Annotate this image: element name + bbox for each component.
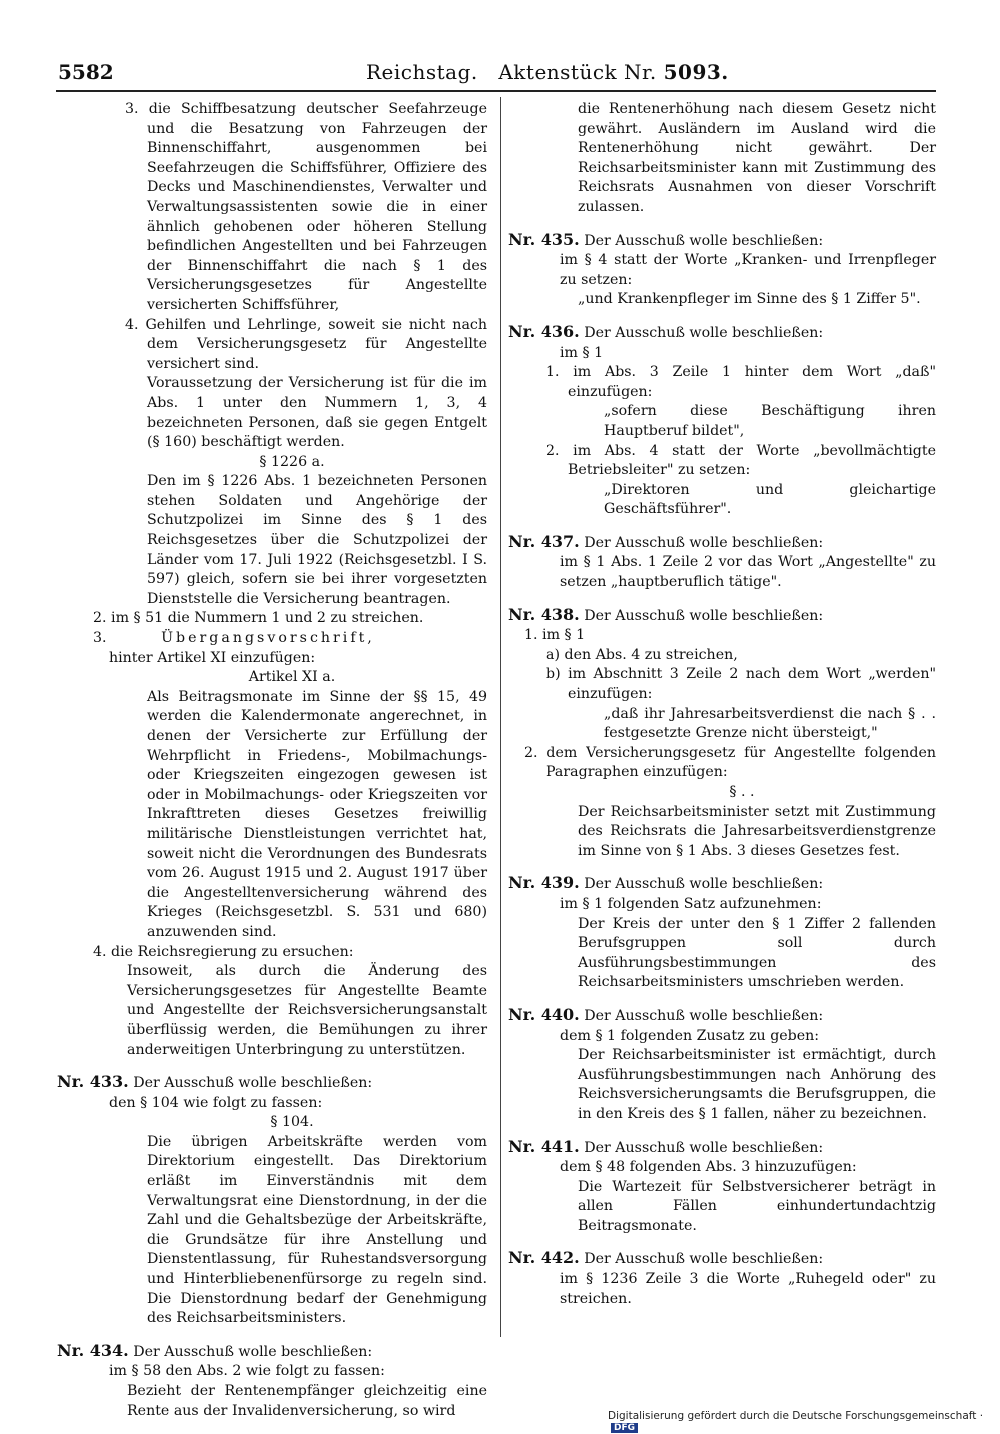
entry-lead: Der Ausschuß wolle beschließen: [133, 1343, 373, 1360]
entry-number: Nr. 435. [508, 229, 580, 249]
entry-441-line: dem § 48 folgenden Abs. 3 hinzuzufügen: [560, 1159, 857, 1176]
entry-number: Nr. 441. [508, 1136, 580, 1156]
entry-441 [508, 1137, 936, 1159]
running-title [366, 60, 729, 84]
entry-442-line: im § 1236 Zeile 3 die Worte „Ruhegeld oder" zu streichen. [560, 1271, 936, 1307]
running-title-prefix: Reichstag. [366, 60, 478, 84]
entry-440-line: dem § 1 folgenden Zusatz zu geben: [560, 1027, 820, 1044]
entry-434 [57, 1341, 487, 1363]
entry-lead: Der Ausschuß wolle beschließen: [584, 534, 824, 551]
entry-number: Nr. 433. [57, 1072, 129, 1092]
list-item-3b-number: 3. [93, 630, 107, 647]
entry-436-line: im § 1 [560, 344, 604, 361]
entry-438-text: Der Reichsarbeitsminister setzt mit Zustimmung des Reichsrats die Jahresarbeitsverdienstgrenze im Sinne von § 1 Abs. 3 dieses Gesetzes fest. [578, 803, 936, 859]
entry-number: Nr. 434. [57, 1340, 129, 1360]
continued-text: die Rentenerhöhung nach diesem Gesetz nicht gewährt. Ausländern im Ausland wird die Rentenerhöhung nicht gewährt. Der Reichsarbeitsminister kann mit Zustimmung des Reichsrats Ausnahmen von dieser Vorschrift zulassen. [578, 101, 936, 215]
entry-number: Nr. 437. [508, 531, 580, 551]
paragraph-voraussetzung: Voraussetzung der Versicherung ist für die im Abs. 1 unter den Nummern 1, 3, 4 bezeichneten Personen, daß sie gegen Entgelt (§ 160) beschäftigt werden. [147, 375, 487, 451]
section-heading-1226a: § 1226 a. [259, 453, 325, 470]
credit-text: Digitalisierung gefördert durch die Deutsche Forschungsgemeinschaft · [608, 1410, 984, 1422]
right-column [508, 100, 936, 1309]
entry-436 [508, 322, 936, 344]
entry-442 [508, 1248, 936, 1270]
entry-434-line: im § 58 den Abs. 2 wie folgt zu fassen: [109, 1363, 385, 1380]
entry-number: Nr. 438. [508, 604, 580, 624]
transition-heading: Übergangsvorschrift, [161, 630, 375, 647]
list-item-3: 3. die Schiffbesatzung deutscher Seefahrzeuge und die Besatzung von Fahrzeugen der Binnenschiffahrt, ausgenommen bei Seefahrzeugen die Schiffsführer, Offiziere des Decks und Maschinendienstes, Verwalter und Verwaltungsassistenten sowie die in einer ähnlich gehobenen oder höheren Stellung befindlichen Angestellten und bei Fahrzeugen der Binnenschiffahrt die nach § 1 des Versicherungsgesetzes für Angestellte versicherten Schiffsführer, [125, 101, 487, 313]
page-header [56, 58, 936, 88]
entry-number: Nr. 439. [508, 873, 580, 893]
entry-433 [57, 1072, 487, 1094]
list-item-4: 4. Gehilfen und Lehrlinge, soweit sie nicht nach dem Versicherungsgesetz für Angestellte versichert sind. [125, 316, 487, 372]
header-rule [56, 90, 936, 92]
digitization-credit [608, 1410, 1000, 1434]
entry-lead: Der Ausschuß wolle beschließen: [584, 324, 824, 341]
paragraph-1226a: Den im § 1226 Abs. 1 bezeichneten Personen stehen Soldaten und Angehörige der Schutzpolizei im Sinne des § 1 des Reichsgesetzes über die Schutzpolizei der Länder vom 17. Juli 1922 (Reichsgesetzbl. I S. 597) gleich, sofern sie bei ihrer vorgesetzten Dienststelle die Versicherung beantragen. [147, 473, 487, 607]
entry-440 [508, 1005, 936, 1027]
article-heading: Artikel XI a. [248, 669, 336, 686]
entry-438-item-a: a) den Abs. 4 zu streichen, [546, 646, 738, 663]
list-item-2: 2. im § 51 die Nummern 1 und 2 zu streichen. [93, 610, 424, 627]
entry-lead: Der Ausschuß wolle beschließen: [584, 876, 824, 893]
entry-436-quote-1: „sofern diese Beschäftigung ihren Hauptberuf bildet", [604, 403, 936, 439]
section-heading-new: § . . [729, 784, 755, 800]
entry-438-quote: „daß ihr Jahresarbeitsverdienst die nach § . . festgesetzte Grenze nicht übersteigt," [604, 705, 936, 742]
entry-number: Nr. 440. [508, 1004, 580, 1024]
entry-lead: Der Ausschuß wolle beschließen: [584, 1139, 824, 1156]
entry-lead: Der Ausschuß wolle beschließen: [584, 1007, 824, 1024]
entry-lead: Der Ausschuß wolle beschließen: [584, 1251, 824, 1268]
entry-433-text: Die übrigen Arbeitskräfte werden vom Direktorium eingestellt. Das Direktorium erläßt im Einverständnis mit dem Verwaltungsrat eine Dienstordnung, in der die Zahl und die Gehaltsbezüge der Arbeitskräfte, die Grundsätze für ihre Anstellung und Dienstentlassung, für Ruhestandsversorgung und Hinterbliebenenfürsorge zu regeln sind. Die Dienstordnung bedarf der Genehmigung des Reichsarbeitsministers. [147, 1133, 487, 1327]
list-item-3b-line: hinter Artikel XI einzufügen: [109, 649, 316, 666]
page-number: 5582 [58, 60, 114, 84]
list-item-4b-text: Insoweit, als durch die Änderung des Versicherungsgesetzes für Angestellte Beamte und Angestellte der Reichsversicherungsanstalt überflüssig werden, die Bemühungen zu ihrer anderweitigen Unterbringung zu unterstützen. [127, 963, 487, 1058]
entry-437-line: im § 1 Abs. 1 Zeile 2 vor das Wort „Angestellte" zu setzen „hauptberuflich tätige". [560, 554, 936, 591]
dfg-logo: DFG [611, 1423, 638, 1433]
column-divider [500, 97, 501, 1337]
entry-lead: Der Ausschuß wolle beschließen: [584, 607, 824, 624]
entry-439 [508, 873, 936, 895]
entry-435-quote: „und Krankenpfleger im Sinne des § 1 Ziffer 5". [578, 291, 921, 308]
entry-440-text: Der Reichsarbeitsminister ist ermächtigt, durch Ausführungsbestimmungen nach Anhörung des Reichsversicherungsamts die Berufsgruppen, die in den Kreis des § 1 fallen, näher zu bezeichnen. [578, 1047, 936, 1122]
entry-441-text: Die Wartezeit für Selbstversicherer beträgt in allen Fällen einhundertundachtzig Beitragsmonate. [578, 1178, 936, 1234]
left-column [57, 100, 487, 1421]
entry-435 [508, 230, 936, 252]
entry-439-line: im § 1 folgenden Satz aufzunehmen: [560, 895, 822, 912]
entry-433-line: den § 104 wie folgt zu fassen: [109, 1094, 323, 1111]
entry-number: Nr. 436. [508, 321, 580, 341]
entry-number: Nr. 442. [508, 1248, 580, 1268]
entry-439-text: Der Kreis der unter den § 1 Ziffer 2 fallenden Berufsgruppen soll durch Ausführungsbestimmungen des Reichsarbeitsministers umschrieben werden. [578, 915, 936, 991]
entry-436-item-2: 2. im Abs. 4 statt der Worte „bevollmächtigte Betriebsleiter" zu setzen: [546, 442, 936, 479]
article-text: Als Beitragsmonate im Sinne der §§ 15, 49 werden die Kalendermonate angerechnet, in denen der Versicherte zur Erfüllung der Wehrpflicht in Friedens-, Mobilmachungs- oder Kriegszeiten eingezogen gewesen ist oder in Mobilmachungs- oder Kriegszeiten vor Inkrafttreten dieses Gesetzes freiwillig militärische Dienstleistungen verrichtet hat, soweit nicht die Verordnungen des Bundesrats vom 26. August 1915 und 2. August 1917 über die Angestelltenversicherung während des Krieges (Reichsgesetzbl. S. 531 und 680) anzuwenden sind. [147, 688, 487, 940]
entry-438 [508, 605, 936, 627]
entry-435-line: im § 4 statt der Worte „Kranken- und Irrenpfleger zu setzen: [560, 252, 936, 288]
entry-436-quote-2: „Direktoren und gleichartige Geschäftsführer". [604, 481, 936, 518]
entry-438-item-2: 2. dem Versicherungsgesetz für Angestellte folgenden Paragraphen einzufügen: [524, 744, 936, 781]
section-heading-104: § 104. [270, 1114, 314, 1131]
entry-434-text: Bezieht der Rentenempfänger gleichzeitig eine Rente aus der Invalidenversicherung, so wird [127, 1383, 487, 1419]
list-item-3b [93, 629, 487, 649]
entry-lead: Der Ausschuß wolle beschließen: [133, 1075, 373, 1092]
entry-lead: Der Ausschuß wolle beschließen: [584, 232, 824, 249]
entry-436-item-1: 1. im Abs. 3 Zeile 1 hinter dem Wort „daß" einzufügen: [546, 364, 936, 400]
entry-438-item-b: b) im Abschnitt 3 Zeile 2 nach dem Wort „werden" einzufügen: [546, 666, 936, 703]
running-title-number: 5093. [663, 60, 729, 84]
running-title-doc: Aktenstück Nr. [498, 60, 657, 84]
list-item-4b: 4. die Reichsregierung zu ersuchen: [93, 943, 354, 960]
entry-438-item-1: 1. im § 1 [524, 627, 586, 644]
entry-437 [508, 532, 936, 554]
